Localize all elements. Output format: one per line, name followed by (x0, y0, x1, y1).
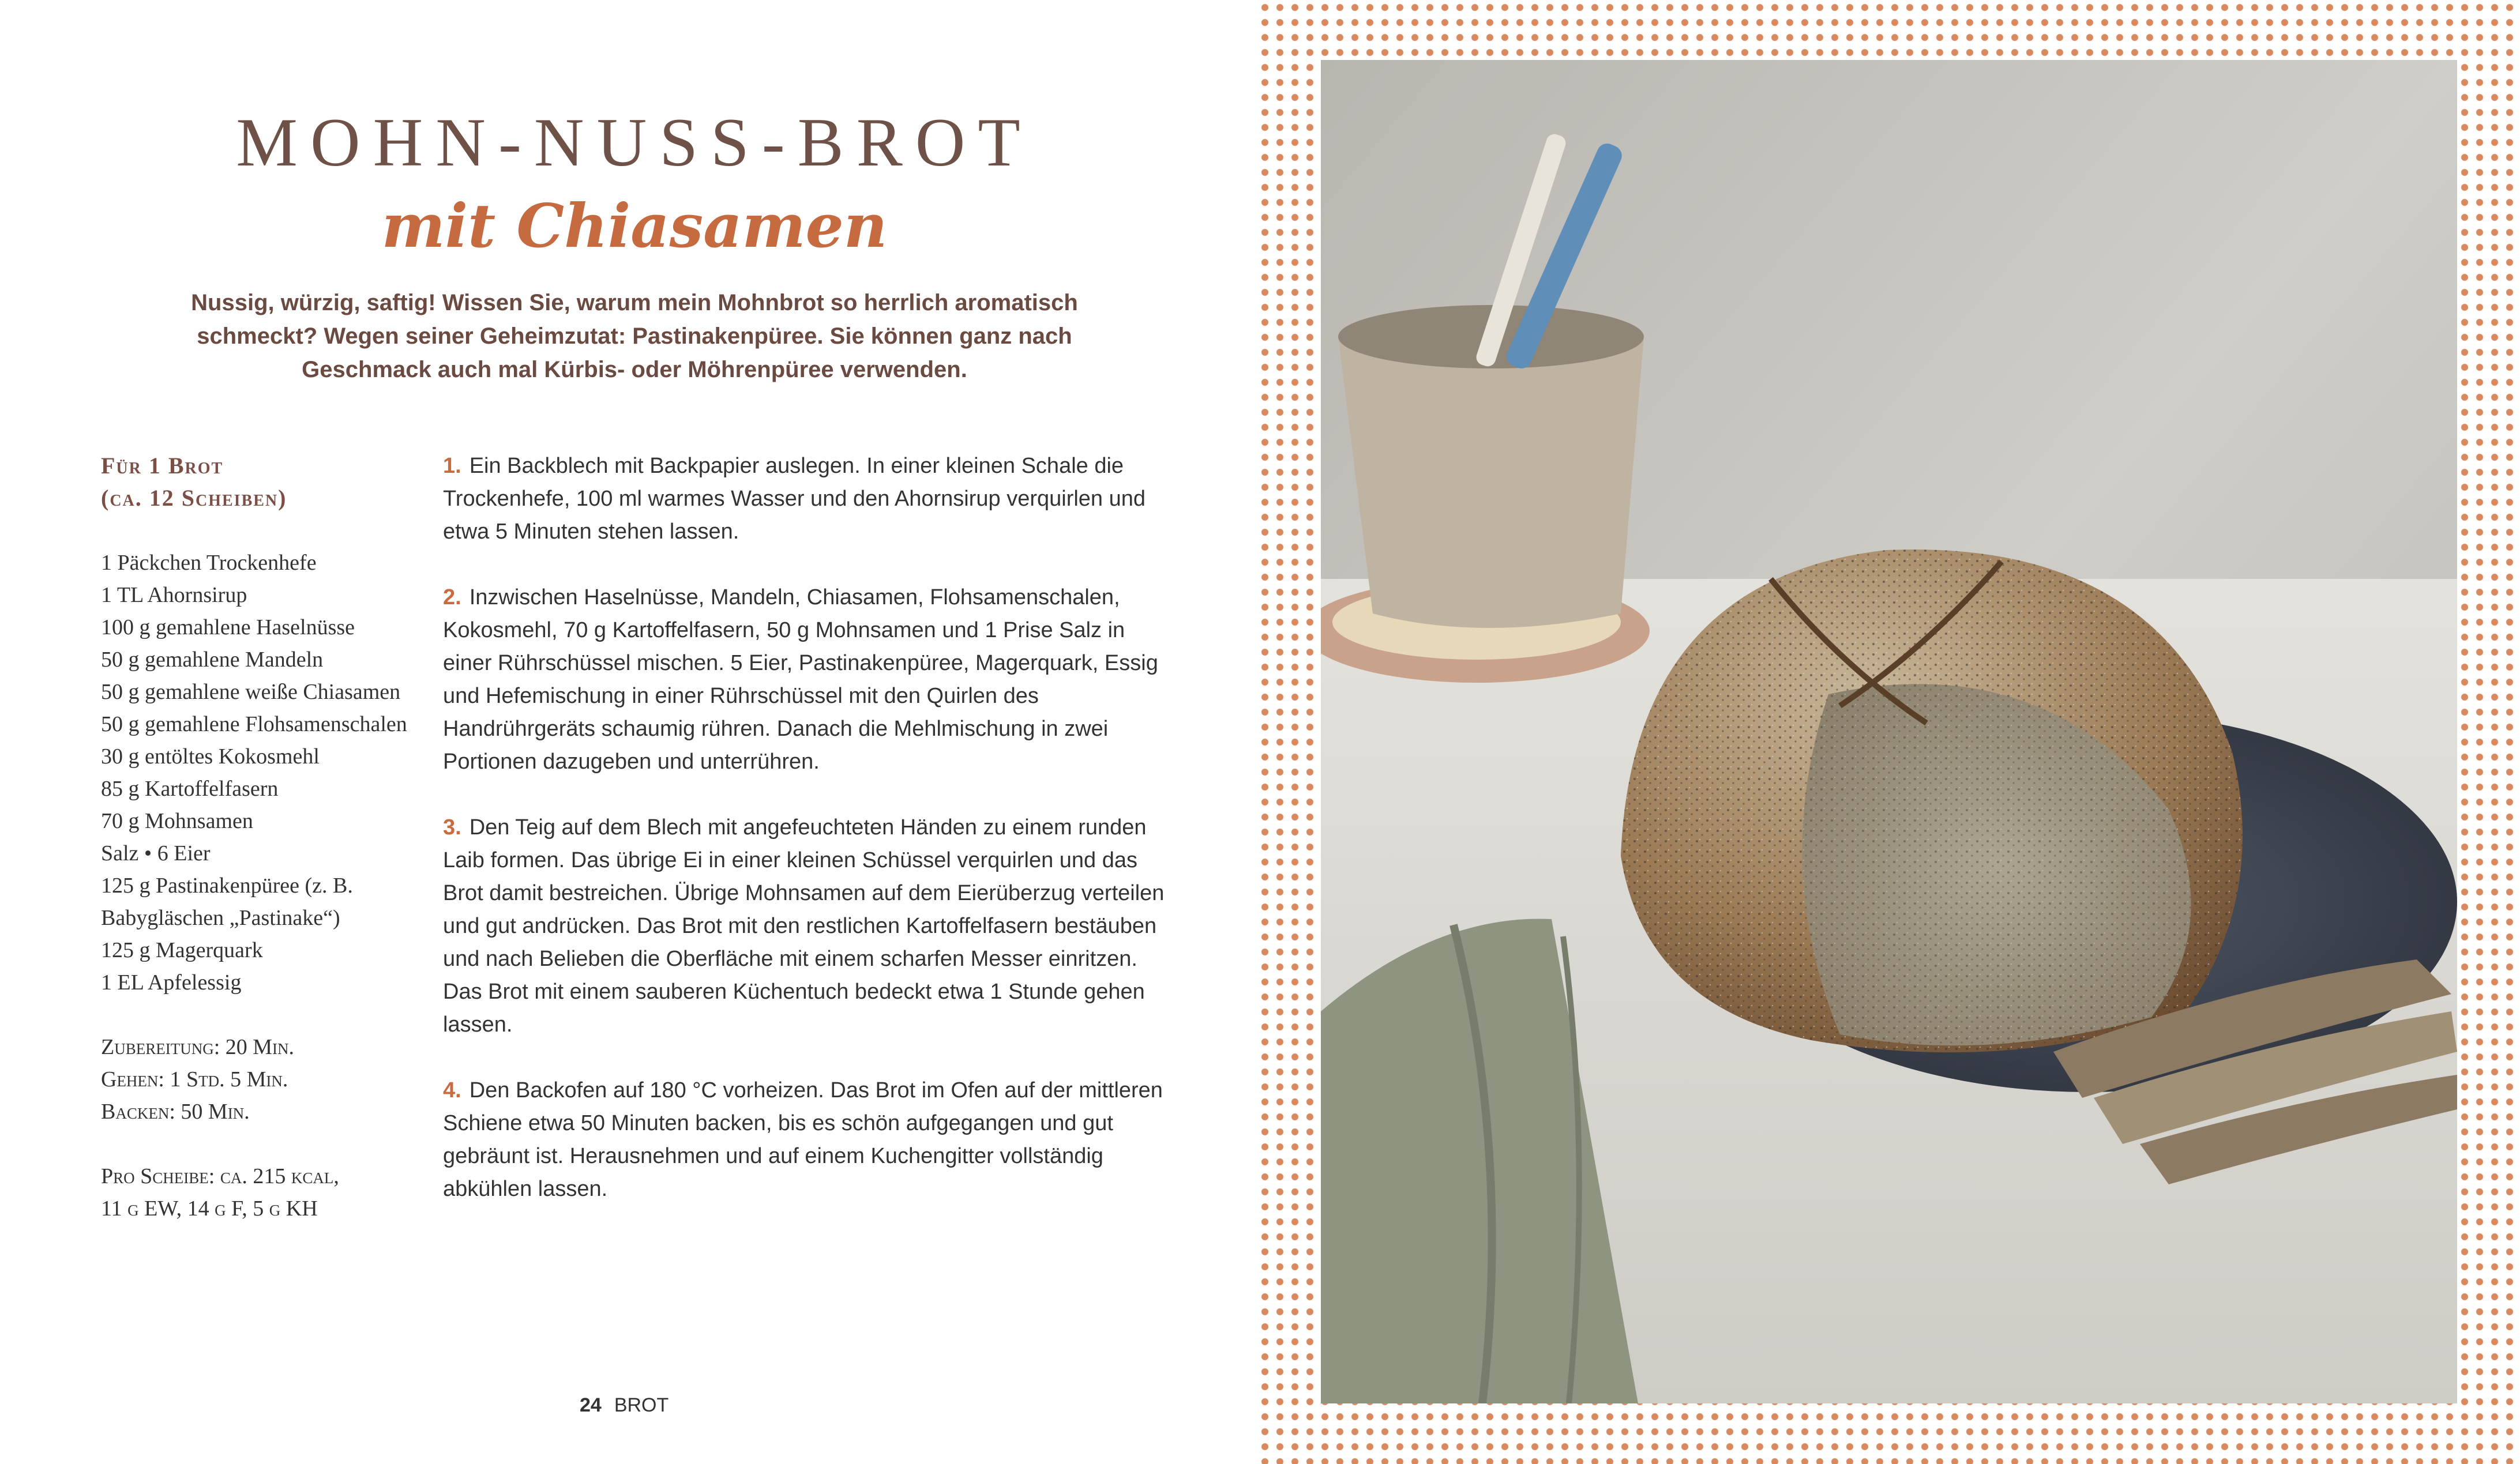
step-1 (443, 450, 1170, 548)
recipe-title: MOHN-NUSS-BROT (236, 104, 1033, 180)
nutrition-line-1: Pro Scheibe: ca. 215 kcal, (101, 1164, 339, 1188)
step-number: 2. (443, 585, 461, 609)
ingredient-item: 70 g Mohnsamen (101, 809, 253, 833)
ingredient-item: 50 g gemahlene Flohsamenschalen (101, 712, 407, 736)
instructions-column (443, 450, 1170, 1239)
recipe-subtitle: mit Chiasamen (381, 190, 888, 261)
nutrition-info (101, 1160, 424, 1225)
section-name: BROT (614, 1394, 669, 1416)
step-text: Ein Backblech mit Backpapier auslegen. In einer kleinen Schale die Trockenhefe, 100 ml warmes Wasser und den Ahornsirup verquirlen und etwa 5 Minuten stehen lassen. (443, 454, 1146, 544)
recipe-intro: Nussig, würzig, saftig! Wissen Sie, warum mein Mohnbrot so herrlich aromatisch schmeckt? Wegen seiner Geheimzutat: Pastinakenpüree. Sie können ganz nach Geschmack auch mal Kürbis- oder Möhrenpüree verwenden. (191, 290, 1078, 382)
ingredient-item: 1 EL Apfelessig (101, 970, 242, 995)
step-text: Den Teig auf dem Blech mit angefeuchteten Händen zu einem runden Laib formen. Das übrige Ei in einer kleinen Schüssel verquirlen und das Brot damit bestreichen. Übrige Mohnsamen auf dem Eierüberzug verteilen und gut andrücken. Das Brot mit den restlichen Kartoffelfasern bestäuben und nach Belieben die Oberfläche mit einem scharfen Messer einritzen. Das Brot mit einem sauberen Küchentuch bedeckt etwa 1 Stunde gehen lassen. (443, 815, 1165, 1037)
step-4 (443, 1074, 1170, 1206)
prep-time: Zubereitung: 20 Min. (101, 1035, 295, 1059)
step-number: 3. (443, 815, 461, 840)
bread-photo-illustration (1321, 60, 2457, 1403)
page-number: 24 (580, 1394, 602, 1416)
left-page (0, 0, 1257, 1464)
page-footer (580, 1394, 669, 1417)
ingredient-item: 50 g gemahlene Mandeln (101, 648, 324, 672)
nutrition-line-2: 11 g EW, 14 g F, 5 g KH (101, 1196, 318, 1221)
ingredient-list (101, 547, 424, 999)
yield-line-2: (ca. 12 Scheiben) (101, 485, 287, 511)
ingredients-column (101, 450, 424, 1225)
step-3 (443, 811, 1170, 1041)
ingredient-item: 100 g gemahlene Haselnüsse (101, 615, 355, 639)
rise-time: Gehen: 1 Std. 5 Min. (101, 1067, 288, 1092)
step-text: Inzwischen Haselnüsse, Mandeln, Chiasamen, Flohsamenschalen, Kokosmehl, 70 g Kartoffelfasern, 50 g Mohnsamen und 1 Prise Salz in einer Rührschüssel mischen. 5 Eier, Pastinakenpüree, Magerquark, Essig und Hefemischung in einer Rührschüssel mit den Quirlen des Handrührgeräts schaumig rühren. Danach die Mehlmischung in zwei Portionen dazugeben und unterrühren. (443, 585, 1158, 774)
ingredient-item: 1 Päckchen Trockenhefe (101, 551, 317, 575)
bread-photo (1321, 60, 2457, 1403)
step-number: 4. (443, 1078, 461, 1102)
ingredient-item: 125 g Pastinakenpüree (z. B. Babygläschen „Pastinake“) (101, 874, 353, 930)
ingredient-item: Salz • 6 Eier (101, 841, 211, 865)
ingredient-item: 125 g Magerquark (101, 938, 263, 962)
ingredient-item: 1 TL Ahornsirup (101, 583, 247, 607)
yield-line-1: Für 1 Brot (101, 453, 224, 479)
step-text: Den Backofen auf 180 °C vorheizen. Das Brot im Ofen auf der mittleren Schiene etwa 50 Minuten backen, bis es schön aufgegangen und gut gebräunt ist. Herausnehmen und auf einem Kuchengitter vollständig abkühlen lassen. (443, 1078, 1163, 1201)
bake-time: Backen: 50 Min. (101, 1100, 250, 1124)
step-2 (443, 581, 1170, 778)
time-info (101, 1031, 424, 1128)
ingredient-item: 85 g Kartoffelfasern (101, 777, 279, 801)
step-number: 1. (443, 454, 461, 478)
ingredient-item: 50 g gemahlene weiße Chiasamen (101, 680, 401, 704)
ingredient-item: 30 g entöltes Kokosmehl (101, 744, 320, 769)
